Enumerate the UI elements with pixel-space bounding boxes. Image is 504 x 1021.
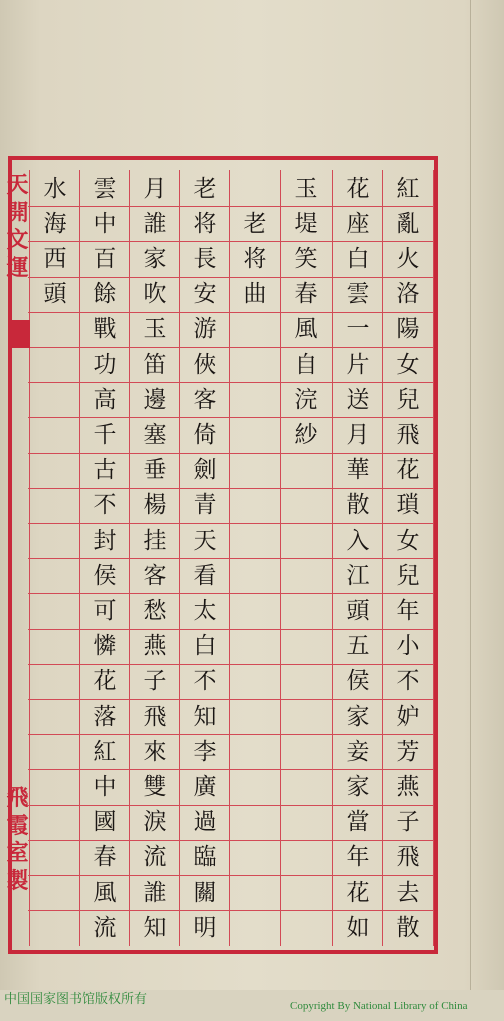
text-cell: 餘 — [93, 281, 117, 308]
text-cell: 楊 — [143, 492, 167, 519]
margin-studio-name: 飛 霞 室 製 — [6, 785, 29, 894]
text-cell: 塞 — [143, 421, 167, 448]
text-cell: 紅 — [396, 175, 420, 202]
text-cell: 戰 — [93, 316, 117, 343]
text-cell: 堤 — [294, 210, 318, 237]
text-cell: 安 — [193, 281, 217, 308]
text-cell: 雲 — [93, 175, 117, 202]
text-cell: 青 — [193, 492, 217, 519]
text-cell: 将 — [243, 245, 267, 272]
text-cell: 雙 — [143, 773, 167, 800]
text-cell: 憐 — [93, 633, 117, 660]
text-cell: 家 — [143, 245, 167, 272]
text-cell: 飛 — [396, 844, 420, 871]
text-cell: 明 — [193, 914, 217, 941]
text-cell: 千 — [93, 421, 117, 448]
text-cell: 月 — [143, 175, 167, 202]
text-cell: 關 — [193, 879, 217, 906]
text-cell: 如 — [346, 914, 370, 941]
text-cell: 年 — [396, 597, 420, 624]
text-cell: 瑣 — [396, 492, 420, 519]
text-cell: 不 — [193, 668, 217, 695]
text-cell: 廣 — [193, 773, 217, 800]
text-cell: 飛 — [143, 703, 167, 730]
text-cell: 兒 — [396, 386, 420, 413]
text-cell: 游 — [193, 316, 217, 343]
text-cell: 花 — [346, 879, 370, 906]
text-cell: 座 — [346, 210, 370, 237]
text-cell: 小 — [396, 633, 420, 660]
text-cell: 燕 — [396, 773, 420, 800]
text-cell: 功 — [93, 351, 117, 378]
text-cell: 風 — [93, 879, 117, 906]
text-cell: 妾 — [346, 738, 370, 765]
text-cell: 頭 — [43, 281, 67, 308]
text-cell: 海 — [43, 210, 67, 237]
text-cell: 飛 — [396, 421, 420, 448]
text-cell: 天 — [193, 527, 217, 554]
text-cell: 邊 — [143, 386, 167, 413]
text-cell: 曲 — [243, 281, 267, 308]
text-cell: 劍 — [193, 457, 217, 484]
text-cell: 白 — [193, 633, 217, 660]
text-cell: 子 — [143, 668, 167, 695]
text-cell: 陽 — [396, 316, 420, 343]
text-cell: 五 — [346, 633, 370, 660]
text-cell: 去 — [396, 879, 420, 906]
text-cell: 入 — [346, 527, 370, 554]
margin-fishtail-mark — [12, 320, 30, 348]
text-cell: 水 — [43, 175, 67, 202]
text-cell: 太 — [193, 597, 217, 624]
text-cell: 來 — [143, 738, 167, 765]
text-cell: 侯 — [93, 562, 117, 589]
text-cell: 垂 — [143, 457, 167, 484]
text-cell: 洛 — [396, 281, 420, 308]
text-cell — [230, 904, 280, 952]
text-cell: 片 — [346, 351, 370, 378]
text-cell: 封 — [93, 527, 117, 554]
text-cell: 妒 — [396, 703, 420, 730]
text-cell: 誰 — [143, 879, 167, 906]
text-cell: 看 — [193, 562, 217, 589]
text-cell: 玉 — [294, 175, 318, 202]
text-cell: 将 — [193, 210, 217, 237]
text-cell: 花 — [396, 457, 420, 484]
text-cell: 流 — [93, 914, 117, 941]
text-cell: 花 — [346, 175, 370, 202]
text-cell: 頭 — [346, 597, 370, 624]
text-cell: 客 — [193, 386, 217, 413]
page-fold — [470, 0, 471, 990]
text-cell: 老 — [243, 210, 267, 237]
text-cell: 笛 — [143, 351, 167, 378]
text-cell: 女 — [396, 351, 420, 378]
text-cell: 春 — [93, 844, 117, 871]
text-cell: 一 — [346, 316, 370, 343]
text-cell: 年 — [346, 844, 370, 871]
text-cell: 臨 — [193, 844, 217, 871]
text-cell: 兒 — [396, 562, 420, 589]
footer-copyright-cn: 中国国家图书馆版权所有 — [4, 992, 148, 1007]
text-cell: 風 — [294, 316, 318, 343]
text-cell: 紅 — [93, 738, 117, 765]
text-cell: 自 — [294, 351, 318, 378]
text-cell: 百 — [93, 245, 117, 272]
text-cell: 花 — [93, 668, 117, 695]
text-cell: 散 — [346, 492, 370, 519]
text-cell: 長 — [193, 245, 217, 272]
margin-title: 天 開 文 運 — [6, 172, 29, 281]
text-cell: 華 — [346, 457, 370, 484]
text-cell: 俠 — [193, 351, 217, 378]
text-cell: 知 — [143, 914, 167, 941]
text-cell: 送 — [346, 386, 370, 413]
text-cell: 老 — [193, 175, 217, 202]
text-cell: 流 — [143, 844, 167, 871]
text-cell: 知 — [193, 703, 217, 730]
footer-copyright-en: Copyright By National Library of China — [290, 1000, 468, 1012]
text-cell: 倚 — [193, 421, 217, 448]
text-cell: 散 — [396, 914, 420, 941]
text-cell: 芳 — [396, 738, 420, 765]
text-cell: 火 — [396, 245, 420, 272]
text-cell: 江 — [346, 562, 370, 589]
text-cell: 子 — [396, 809, 420, 836]
text-cell: 雲 — [346, 281, 370, 308]
text-cell: 亂 — [396, 210, 420, 237]
text-cell: 古 — [93, 457, 117, 484]
text-cell: 落 — [93, 703, 117, 730]
text-cell — [30, 904, 80, 952]
text-cell: 國 — [93, 809, 117, 836]
text-cell — [281, 904, 331, 952]
text-cell: 中 — [93, 773, 117, 800]
text-cell: 家 — [346, 703, 370, 730]
text-cell: 西 — [43, 245, 67, 272]
text-cell: 白 — [346, 245, 370, 272]
text-cell: 客 — [143, 562, 167, 589]
text-cell: 紗 — [294, 421, 318, 448]
text-cell: 不 — [93, 492, 117, 519]
text-cell: 愁 — [143, 597, 167, 624]
text-cell: 吹 — [143, 281, 167, 308]
text-cell: 過 — [193, 809, 217, 836]
text-cell: 高 — [93, 386, 117, 413]
text-cell: 挂 — [143, 527, 167, 554]
text-cell: 中 — [93, 210, 117, 237]
text-cell: 可 — [93, 597, 117, 624]
text-cell: 女 — [396, 527, 420, 554]
text-cell: 春 — [294, 281, 318, 308]
text-cell: 淚 — [143, 809, 167, 836]
text-cell: 笑 — [294, 245, 318, 272]
text-cell: 浣 — [294, 386, 318, 413]
text-cell: 家 — [346, 773, 370, 800]
text-cell: 當 — [346, 809, 370, 836]
text-cell: 誰 — [143, 210, 167, 237]
text-cell: 玉 — [143, 316, 167, 343]
text-cell: 燕 — [143, 633, 167, 660]
text-cell: 月 — [346, 421, 370, 448]
text-cell: 侯 — [346, 668, 370, 695]
text-cell: 不 — [396, 668, 420, 695]
text-cell: 李 — [193, 738, 217, 765]
